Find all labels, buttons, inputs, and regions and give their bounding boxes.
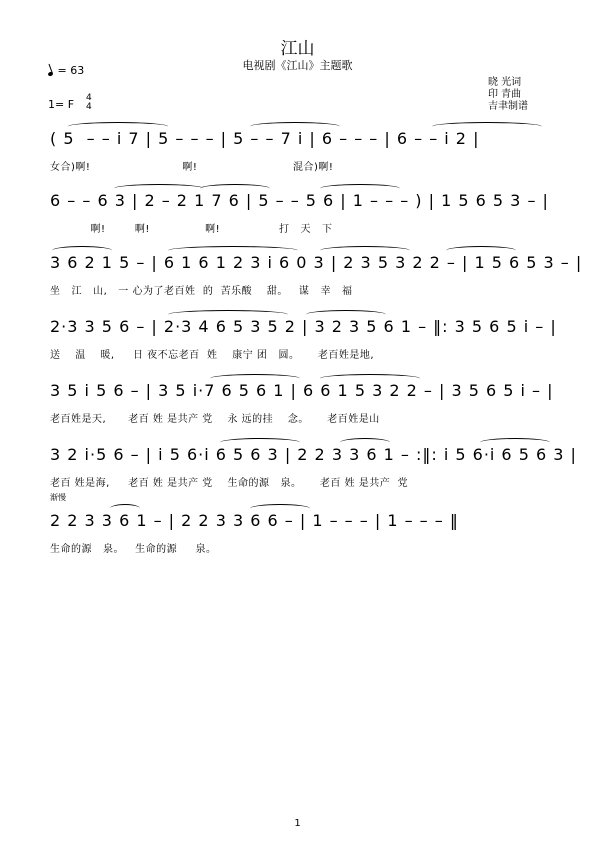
time-signature <box>86 94 92 112</box>
tempo-change-marking: 渐慢 <box>50 493 66 502</box>
tempo-value: = 63 <box>57 64 85 77</box>
time-signature-top: 4 <box>86 93 92 103</box>
song-title: 江山 <box>280 39 315 59</box>
notation-line: 3 2 i·5 6 – | i 5 6·i 6 5 6 3 | 2 2 3 3 6 1 – :‖: i 5 6·i 6 5 6 3 | <box>50 445 577 464</box>
time-signature-bottom: 4 <box>86 102 92 112</box>
lyricist-credit: 晓 光词 <box>488 77 522 88</box>
notation-line: 3 5 i 5 6 – | 3 5 i·7 6 5 6 1 | 6 6 1 5 3 2 2 – | 3 5 6 5 i – | <box>50 381 554 400</box>
lyrics-line: 送 温 暖, 日 夜不忘老百 姓 康宁 团 圆。 老百姓是地, <box>50 350 375 361</box>
notation-line: 6 – – 6 3 | 2 – 2 1 7 6 | 5 – – 5 6 | 1 – – – ) | 1 5 6 5 3 – | <box>50 191 549 210</box>
composer-credit: 印 青曲 <box>488 89 522 100</box>
notation-line: 2·3 3 5 6 – | 2·3 4 6 5 3 5 2 | 3 2 3 5 6 1 – ‖: 3 5 6 5 i – | <box>50 317 557 336</box>
notation-line: ( 5 – – i 7 | 5 – – – | 5 – – 7 i | 6 – – – | 6 – – i 2 | <box>50 129 480 148</box>
notation-line: 2 2 3 3 6 1 – | 2 2 3 3 6 6 – | 1 – – – | 1 – – – ‖ <box>50 511 459 530</box>
transcriber-credit: 吉聿制谱 <box>488 101 528 112</box>
tempo-marking <box>48 64 84 77</box>
song-subtitle: 电视剧《江山》主题歌 <box>242 59 353 72</box>
lyrics-line: 坐 江 山, 一 心为了老百姓 的 苦乐酸 甜。 谋 幸 福 <box>50 286 353 297</box>
quarter-note-icon <box>47 71 53 76</box>
lyrics-line: 啊! 啊! 啊! 打 天 下 <box>50 224 333 235</box>
lyrics-line: 生命的源 泉。 生命的源 泉。 <box>50 544 217 555</box>
lyrics-line: 老百姓是天, 老百 姓 是共产 党 永 远的挂 念。 老百姓是山 <box>50 414 380 425</box>
page-number: 1 <box>294 818 301 829</box>
lyrics-line: 老百 姓是海, 老百 姓 是共产 党 生命的源 泉。 老百 姓 是共产 党 <box>50 478 409 489</box>
notation-line: 3 6 2 1 5 – | 6 1 6 1 2 3 i 6 0 3 | 2 3 5 3 2 2 – | 1 5 6 5 3 – | <box>50 253 583 272</box>
credits-block <box>488 77 528 113</box>
lyrics-line: 女合)啊! 啊! 混合)啊! <box>50 162 334 173</box>
key-signature: 1= F <box>48 98 75 111</box>
